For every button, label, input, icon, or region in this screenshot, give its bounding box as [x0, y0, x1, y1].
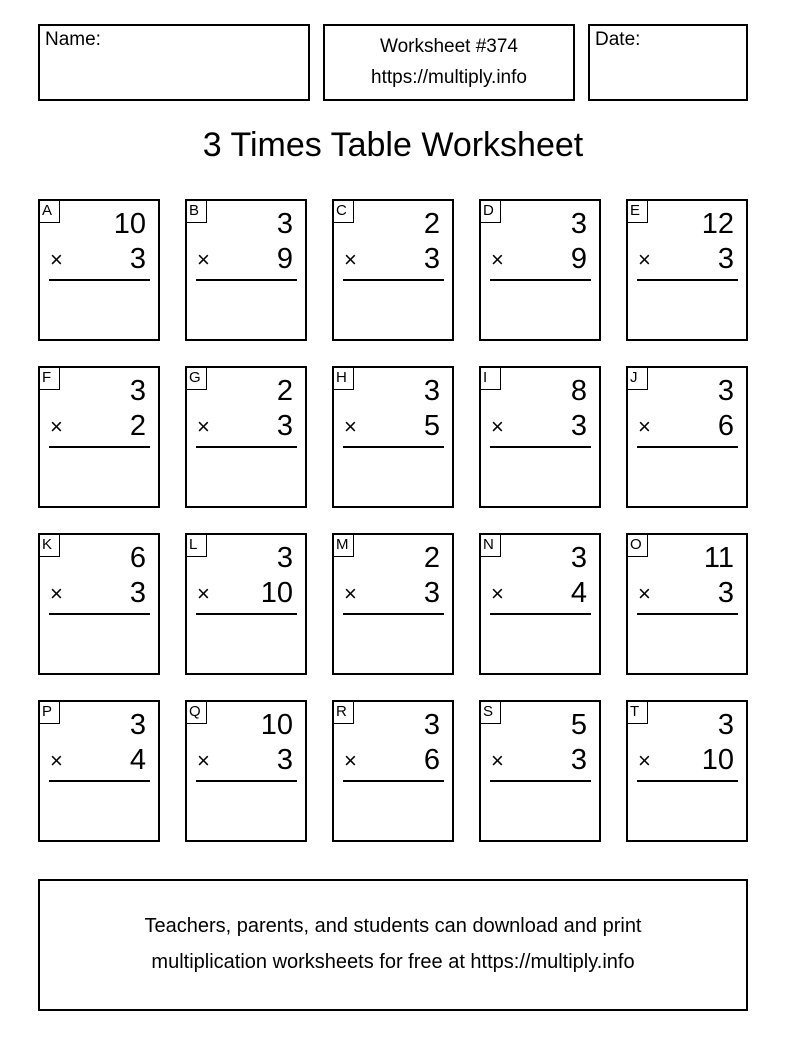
- multiply-sign: ×: [197, 414, 210, 439]
- multiplicand: 10: [113, 208, 146, 240]
- answer-line: [490, 613, 591, 615]
- footer-box: [38, 879, 748, 1011]
- worksheet-number: Worksheet #374: [379, 36, 518, 57]
- date-field-box[interactable]: [588, 24, 748, 101]
- answer-line: [490, 279, 591, 281]
- multiplicand: 3: [423, 709, 440, 741]
- problem-letter: J: [628, 368, 648, 390]
- multiplicand: 12: [701, 208, 734, 240]
- multiply-sign: ×: [50, 414, 63, 439]
- multiplicand: 2: [276, 375, 293, 407]
- problem-box[interactable]: [479, 366, 601, 508]
- multiply-sign: ×: [50, 748, 63, 773]
- multiplier: 3: [276, 410, 293, 442]
- multiplicand: 3: [129, 709, 146, 741]
- multiplier: 10: [260, 577, 293, 609]
- problem-box[interactable]: [185, 533, 307, 675]
- answer-line: [343, 613, 444, 615]
- answer-line: [343, 780, 444, 782]
- multiplicand: 3: [717, 375, 734, 407]
- problem-box[interactable]: [38, 700, 160, 842]
- multiply-sign: ×: [344, 247, 357, 272]
- footer-text-line2: multiplication worksheets for free at https://multiply.info: [151, 951, 635, 973]
- problem-letter: T: [628, 702, 648, 724]
- answer-line: [49, 780, 150, 782]
- problem-letter: S: [481, 702, 501, 724]
- multiplier: 3: [423, 577, 440, 609]
- answer-line: [343, 279, 444, 281]
- problem-box[interactable]: [38, 533, 160, 675]
- multiply-sign: ×: [197, 581, 210, 606]
- answer-line: [490, 446, 591, 448]
- multiplicand: 2: [423, 208, 440, 240]
- name-field-box[interactable]: [38, 24, 310, 101]
- answer-line: [49, 446, 150, 448]
- problem-letter: O: [628, 535, 648, 557]
- multiply-sign: ×: [491, 247, 504, 272]
- problem-box[interactable]: [332, 199, 454, 341]
- problem-letter: H: [334, 368, 354, 390]
- problem-box[interactable]: [332, 700, 454, 842]
- multiply-sign: ×: [638, 748, 651, 773]
- multiply-sign: ×: [50, 581, 63, 606]
- problem-box[interactable]: [185, 199, 307, 341]
- multiplicand: 6: [129, 542, 146, 574]
- problem-letter: A: [40, 201, 60, 223]
- answer-line: [196, 446, 297, 448]
- answer-line: [49, 279, 150, 281]
- multiplier: 2: [129, 410, 146, 442]
- multiply-sign: ×: [491, 581, 504, 606]
- multiplier: 10: [701, 744, 734, 776]
- multiply-sign: ×: [50, 247, 63, 272]
- multiplier: 3: [570, 744, 587, 776]
- multiplier: 9: [570, 243, 587, 275]
- answer-line: [637, 613, 738, 615]
- problem-box[interactable]: [185, 700, 307, 842]
- problem-letter: F: [40, 368, 60, 390]
- problem-box[interactable]: [626, 199, 748, 341]
- name-label: Name:: [45, 29, 101, 50]
- answer-line: [196, 613, 297, 615]
- multiplicand: 8: [570, 375, 587, 407]
- multiplier: 9: [276, 243, 293, 275]
- multiply-sign: ×: [197, 247, 210, 272]
- date-label: Date:: [595, 29, 641, 50]
- multiply-sign: ×: [638, 247, 651, 272]
- problem-box[interactable]: [332, 366, 454, 508]
- multiplier: 3: [717, 243, 734, 275]
- multiplier: 3: [570, 410, 587, 442]
- multiply-sign: ×: [638, 581, 651, 606]
- footer-text-line1: Teachers, parents, and students can download and print: [144, 915, 642, 937]
- multiply-sign: ×: [491, 748, 504, 773]
- problem-box[interactable]: [479, 533, 601, 675]
- multiply-sign: ×: [638, 414, 651, 439]
- problem-letter: D: [481, 201, 501, 223]
- multiplicand: 2: [423, 542, 440, 574]
- multiplicand: 3: [423, 375, 440, 407]
- problem-box[interactable]: [626, 366, 748, 508]
- multiply-sign: ×: [344, 581, 357, 606]
- page-title: 3 Times Table Worksheet: [202, 126, 584, 164]
- problem-box[interactable]: [479, 700, 601, 842]
- problem-box[interactable]: [479, 199, 601, 341]
- answer-line: [196, 780, 297, 782]
- problem-letter: L: [187, 535, 207, 557]
- problem-box[interactable]: [185, 366, 307, 508]
- problem-letter: N: [481, 535, 501, 557]
- multiplier: 3: [129, 243, 146, 275]
- multiply-sign: ×: [344, 748, 357, 773]
- multiplier: 3: [717, 577, 734, 609]
- answer-line: [637, 446, 738, 448]
- problem-letter: P: [40, 702, 60, 724]
- problem-letter: R: [334, 702, 354, 724]
- answer-line: [637, 279, 738, 281]
- answer-line: [49, 613, 150, 615]
- multiplicand: 11: [703, 542, 734, 574]
- problem-letter: C: [334, 201, 354, 223]
- multiplicand: 3: [570, 208, 587, 240]
- multiply-sign: ×: [344, 414, 357, 439]
- multiplier: 6: [423, 744, 440, 776]
- answer-line: [196, 279, 297, 281]
- multiplicand: 3: [276, 542, 293, 574]
- multiplier: 6: [717, 410, 734, 442]
- multiplier: 4: [129, 744, 146, 776]
- multiplicand: 5: [570, 709, 587, 741]
- worksheet-info-box: [323, 24, 575, 101]
- problem-box[interactable]: [626, 700, 748, 842]
- multiplier: 3: [129, 577, 146, 609]
- problem-letter: K: [40, 535, 60, 557]
- multiply-sign: ×: [491, 414, 504, 439]
- problem-box[interactable]: [38, 366, 160, 508]
- answer-line: [490, 780, 591, 782]
- problem-letter: I: [481, 368, 501, 390]
- problem-box[interactable]: [332, 533, 454, 675]
- problem-letter: E: [628, 201, 648, 223]
- multiply-sign: ×: [197, 748, 210, 773]
- multiplier: 5: [423, 410, 440, 442]
- problem-letter: Q: [187, 702, 207, 724]
- problem-letter: M: [334, 535, 354, 557]
- problem-box[interactable]: [626, 533, 748, 675]
- problem-letter: B: [187, 201, 207, 223]
- problem-letter: G: [187, 368, 207, 390]
- answer-line: [637, 780, 738, 782]
- multiplicand: 10: [260, 709, 293, 741]
- multiplier: 3: [423, 243, 440, 275]
- multiplicand: 3: [570, 542, 587, 574]
- multiplier: 3: [276, 744, 293, 776]
- answer-line: [343, 446, 444, 448]
- worksheet-url: https://multiply.info: [371, 67, 527, 88]
- multiplicand: 3: [129, 375, 146, 407]
- multiplicand: 3: [276, 208, 293, 240]
- problem-box[interactable]: [38, 199, 160, 341]
- multiplier: 4: [570, 577, 587, 609]
- multiplicand: 3: [717, 709, 734, 741]
